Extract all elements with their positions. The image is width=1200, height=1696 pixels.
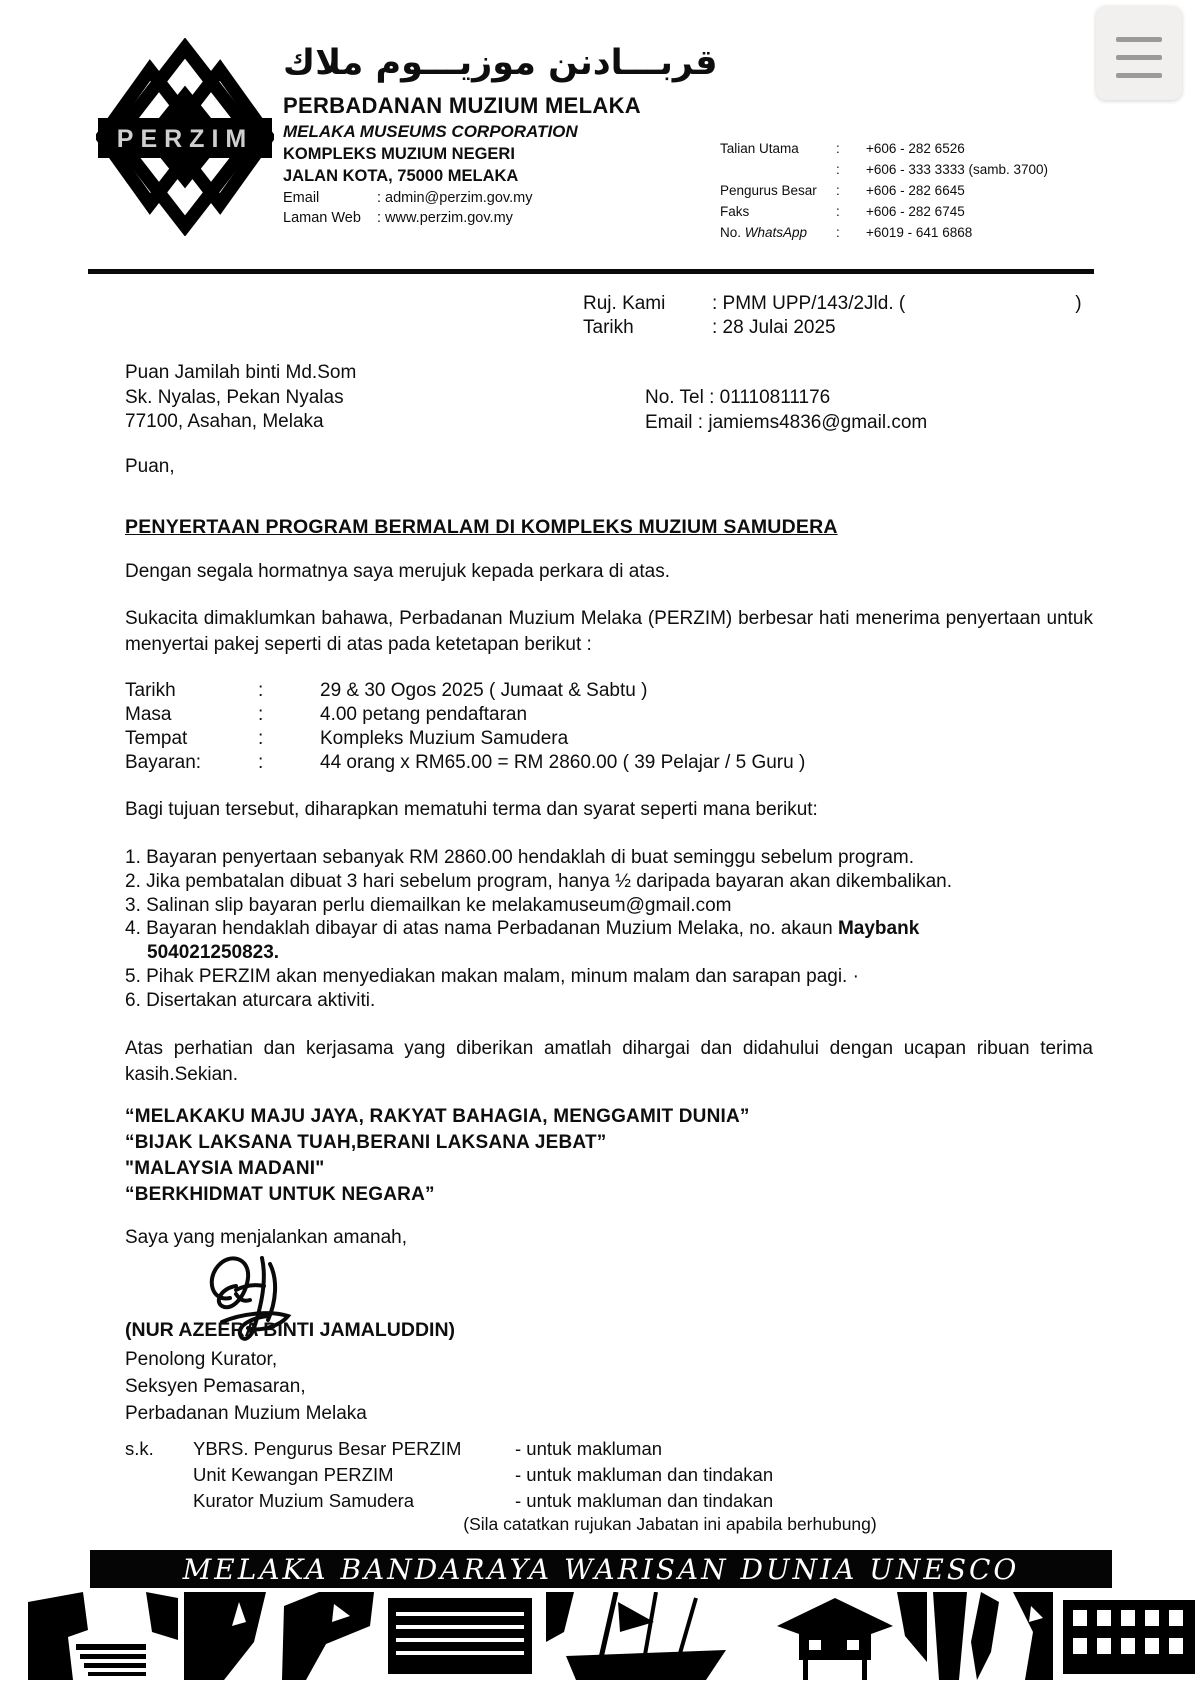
term-item bbox=[125, 917, 952, 965]
recipient-line: 77100, Asahan, Melaka bbox=[125, 411, 324, 432]
email-row bbox=[283, 190, 718, 206]
contact-colon: : bbox=[836, 141, 840, 156]
title-line: Perbadanan Muzium Melaka bbox=[125, 1403, 367, 1424]
sk-label: s.k. bbox=[125, 1438, 154, 1459]
detail-row bbox=[125, 703, 805, 727]
terms-list bbox=[125, 846, 952, 1013]
sk-label bbox=[125, 1462, 193, 1488]
footer-photo-strip bbox=[28, 1592, 1199, 1680]
footer-photo-building bbox=[380, 1592, 540, 1680]
detail-value: 44 orang x RM65.00 = RM 2860.00 ( 39 Pelajar / 5 Guru ) bbox=[320, 752, 806, 773]
detail-colon: : bbox=[258, 752, 264, 773]
address-line-1: KOMPLEKS MUZIUM NEGERI bbox=[283, 145, 515, 163]
detail-label: Tarikh bbox=[125, 680, 176, 701]
cc-note: - untuk makluman dan tindakan bbox=[515, 1490, 774, 1511]
recipient-address bbox=[125, 361, 356, 435]
contact-row bbox=[720, 159, 1048, 180]
sk-label bbox=[125, 1488, 193, 1514]
cc-recipient: YBRS. Pengurus Besar PERZIM bbox=[193, 1438, 462, 1459]
recipient-contact bbox=[645, 386, 927, 435]
detail-row bbox=[125, 751, 805, 775]
ruj-value: : PMM UPP/143/2Jld. ( bbox=[712, 293, 906, 314]
detail-value: 4.00 petang pendaftaran bbox=[320, 704, 528, 725]
term-text: 4. Bayaran hendaklah dibayar di atas nama Perbadanan Muzium Melaka, no. akaun bbox=[125, 918, 838, 940]
address-line-2: JALAN KOTA, 75000 MELAKA bbox=[283, 167, 519, 185]
tarikh-label: Tarikh bbox=[583, 317, 634, 338]
account-number: 504021250823. bbox=[147, 942, 280, 964]
contact-row bbox=[720, 222, 1048, 243]
unesco-banner: MELAKA BANDARAYA WARISAN DUNIA UNESCO bbox=[90, 1550, 1112, 1588]
detail-row bbox=[125, 727, 805, 751]
website-row bbox=[283, 210, 718, 226]
perzim-logo-graphic bbox=[96, 38, 274, 236]
term-bold-bank: Maybank bbox=[837, 918, 920, 940]
footer-photo-foliage bbox=[933, 1592, 1053, 1680]
logo-text: PERZIM bbox=[116, 125, 254, 153]
recipient-line: Sk. Nyalas, Pekan Nyalas bbox=[125, 386, 344, 408]
contact-colon: : bbox=[836, 225, 840, 240]
tarikh-value: : 28 Julai 2025 bbox=[712, 317, 836, 338]
detail-colon: : bbox=[258, 704, 264, 725]
contact-label: Talian Utama bbox=[720, 141, 799, 156]
slogan-line: “BIJAK LAKSANA TUAH,BERANI LAKSANA JEBAT” bbox=[125, 1132, 607, 1153]
header-divider bbox=[88, 269, 1094, 274]
signatory-titles bbox=[125, 1346, 367, 1427]
cc-recipient: Kurator Muzium Samudera bbox=[193, 1490, 415, 1511]
contact-label: No. WhatsApp bbox=[720, 225, 808, 240]
ruj-label: Ruj. Kami bbox=[583, 293, 666, 314]
org-name: PERBADANAN MUZIUM MELAKA bbox=[283, 93, 641, 118]
contact-colon: : bbox=[836, 162, 840, 177]
slogan-line: "MALAYSIA MADANI" bbox=[125, 1158, 325, 1179]
menu-button[interactable] bbox=[1096, 6, 1182, 100]
subject-line: PENYERTAAN PROGRAM BERMALAM DI KOMPLEKS MUZIUM SAMUDERA bbox=[125, 516, 838, 538]
hamburger-menu-icon bbox=[1096, 15, 1182, 78]
cc-recipient: Unit Kewangan PERZIM bbox=[193, 1464, 394, 1485]
letterhead bbox=[283, 36, 718, 226]
contact-value: +606 - 282 6645 bbox=[866, 183, 965, 198]
contact-row bbox=[720, 180, 1048, 201]
term-item: 1. Bayaran penyertaan sebanyak RM 2860.00 hendaklah di buat seminggu sebelum program. bbox=[125, 847, 915, 868]
detail-colon: : bbox=[258, 728, 264, 749]
perzim-logo bbox=[96, 38, 274, 236]
contact-colon: : bbox=[836, 183, 840, 198]
email-label: Email bbox=[283, 190, 320, 206]
term-continuation bbox=[125, 941, 952, 965]
salutation: Puan, bbox=[125, 456, 175, 477]
email-value: : admin@perzim.gov.my bbox=[377, 190, 533, 206]
ruj-close-paren: ) bbox=[1075, 293, 1082, 314]
term-item: 3. Salinan slip bayaran perlu diemailkan ke melakamuseum@gmail.com bbox=[125, 894, 732, 916]
title-line: Seksyen Pemasaran, bbox=[125, 1376, 306, 1397]
signoff-intro: Saya yang menjalankan amanah, bbox=[125, 1227, 408, 1248]
contact-label: Faks bbox=[720, 204, 750, 219]
website-label: Laman Web bbox=[283, 210, 361, 226]
contact-value: +606 - 282 6745 bbox=[866, 204, 965, 219]
detail-value: Kompleks Muzium Samudera bbox=[320, 728, 569, 749]
slogan-block bbox=[125, 1104, 750, 1208]
cc-row bbox=[125, 1462, 773, 1488]
contact-numbers bbox=[720, 138, 1048, 243]
paragraph-intro: Dengan segala hormatnya saya merujuk kepada perkara di atas. bbox=[125, 561, 670, 582]
reference-block bbox=[583, 292, 1082, 340]
paragraph-terms-intro: Bagi tujuan tersebut, diharapkan mematuhi terma dan syarat seperti mana berikut: bbox=[125, 799, 818, 820]
contact-value: +6019 - 641 6868 bbox=[866, 225, 973, 240]
contact-value: +606 - 333 3333 (samb. 3700) bbox=[866, 162, 1048, 177]
footer-photo-facade bbox=[1059, 1592, 1199, 1680]
contact-colon: : bbox=[836, 204, 840, 219]
event-details bbox=[125, 679, 805, 775]
detail-row bbox=[125, 679, 805, 703]
org-name-english: MELAKA MUSEUMS CORPORATION bbox=[283, 122, 578, 141]
detail-label: Tempat bbox=[125, 728, 188, 749]
contact-row bbox=[720, 201, 1048, 222]
term-item: 5. Pihak PERZIM akan menyediakan makan malam, minum malam dan sarapan pagi. · bbox=[125, 965, 859, 987]
detail-value: 29 & 30 Ogos 2025 ( Jumaat & Sabtu ) bbox=[320, 680, 648, 701]
footer-photo-trees bbox=[184, 1592, 374, 1680]
detail-label: Masa bbox=[125, 704, 172, 725]
date-row bbox=[583, 316, 1082, 340]
cc-row bbox=[125, 1488, 773, 1514]
cc-note: - untuk makluman bbox=[515, 1438, 663, 1459]
footer-photo-ship bbox=[546, 1592, 741, 1680]
title-line: Penolong Kurator, bbox=[125, 1349, 278, 1370]
cc-note: - untuk makluman dan tindakan bbox=[515, 1464, 774, 1485]
carbon-copy-block bbox=[125, 1436, 773, 1514]
footer-photo-gate bbox=[28, 1592, 178, 1680]
term-item: 2. Jika pembatalan dibuat 3 hari sebelum program, hanya ½ daripada bayaran akan dikembalikan. bbox=[125, 870, 953, 892]
paragraph-closing: Atas perhatian dan kerjasama yang diberikan amatlah dihargai dan didahului dengan ucapan ribuan terima kasih.Sekian. bbox=[125, 1038, 1093, 1085]
detail-colon: : bbox=[258, 680, 264, 701]
contact-label bbox=[720, 159, 836, 180]
recipient-line: Puan Jamilah binti Md.Som bbox=[125, 362, 357, 383]
contact-row bbox=[720, 138, 1048, 159]
recipient-tel: No. Tel : 01110811176 bbox=[645, 387, 831, 408]
website-value: : www.perzim.gov.my bbox=[377, 210, 513, 226]
slogan-line: “BERKHIDMAT UNTUK NEGARA” bbox=[125, 1184, 435, 1205]
recipient-email: Email : jamiems4836@gmail.com bbox=[645, 411, 928, 433]
paragraph-confirmation: Sukacita dimaklumkan bahawa, Perbadanan Muzium Melaka (PERZIM) berbesar hati menerima penyertaan untuk menyertai pakej seperti di atas pada ketetapan berikut : bbox=[125, 608, 1093, 655]
contact-value: +606 - 282 6526 bbox=[866, 141, 965, 156]
cc-row bbox=[125, 1436, 773, 1462]
ref-row bbox=[583, 292, 1082, 316]
footer-photo-house bbox=[747, 1592, 927, 1680]
contact-label: Pengurus Besar bbox=[720, 183, 817, 198]
footer-note: (Sila catatkan rujukan Jabatan ini apabila berhubung) bbox=[463, 1514, 877, 1534]
term-item: 6. Disertakan aturcara aktiviti. bbox=[125, 989, 376, 1011]
slogan-line: “MELAKAKU MAJU JAYA, RAKYAT BAHAGIA, MENGGAMIT DUNIA” bbox=[125, 1106, 750, 1127]
signatory-name: (NUR AZEERA BINTI JAMALUDDIN) bbox=[125, 1319, 456, 1341]
detail-label: Bayaran: bbox=[125, 752, 202, 773]
jawi-title: قربـــادنن موزيـــوم ملاك bbox=[283, 43, 718, 83]
